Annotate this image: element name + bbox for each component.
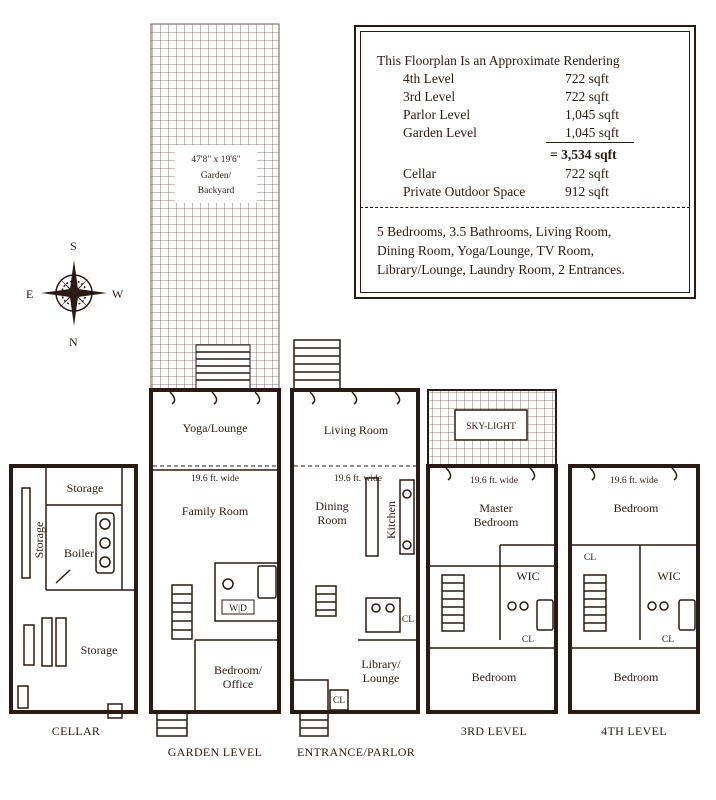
garden-backyard: [151, 24, 279, 390]
cellar-label: Cellar: [403, 166, 436, 181]
level-label-garden: GARDEN LEVEL: [167, 745, 263, 759]
parlor-cl-label-2: CL: [332, 696, 346, 706]
parlor-level-label: Parlor Level: [403, 107, 471, 122]
fourth-width-label: 19.6 ft. wide: [609, 476, 659, 486]
skylight-label: SKY-LIGHT: [466, 422, 516, 432]
level-label-fourth: 4TH LEVEL: [601, 724, 667, 738]
total-value: = 3,534 sqft: [550, 147, 617, 162]
parlor-dining-label-2: Room: [317, 513, 347, 527]
garden-yoga-label: Yoga/Lounge: [182, 421, 248, 435]
summary-divider: [360, 207, 690, 208]
cellar-boiler: Boiler: [64, 546, 94, 560]
fourth-level-plan: [570, 466, 698, 712]
garden-wd-label: W|D: [229, 604, 247, 614]
garden-family-label: Family Room: [181, 504, 249, 518]
third-bedroom-label: Bedroom: [471, 670, 517, 684]
third-width-label: 19.6 ft. wide: [469, 476, 519, 486]
summary-heading: This Floorplan Is an Approximate Rendering: [377, 53, 620, 68]
cellar-storage-bottom: Storage: [80, 643, 118, 657]
level-label-parlor: ENTRANCE/PARLOR: [296, 745, 416, 759]
features-line-3: Library/Lounge, Laundry Room, 2 Entrances.: [377, 262, 625, 277]
compass-w: W: [112, 287, 124, 301]
compass-rose: [26, 239, 124, 349]
third-level-plan: [428, 390, 556, 712]
compass-n: N: [69, 335, 78, 349]
outdoor-label: Private Outdoor Space: [403, 184, 526, 199]
level-label-cellar: CELLAR: [51, 724, 101, 738]
garden-width-label: 19.6 ft. wide: [190, 474, 240, 484]
fourth-cl-label-1: CL: [583, 553, 597, 563]
parlor-kitchen-label: Kitchen: [384, 501, 398, 539]
compass-e: E: [26, 287, 34, 301]
third-master-label-2: Bedroom: [473, 515, 519, 529]
garden-label-2: Backyard: [197, 186, 235, 196]
parlor-width-label: 19.6 ft. wide: [333, 474, 383, 484]
garden-level-label: Garden Level: [403, 125, 477, 140]
garden-level-value: 1,045 sqft: [565, 125, 619, 140]
parlor-dining-label-1: Dining: [315, 499, 349, 513]
parlor-cl-label-1: CL: [401, 615, 415, 625]
cellar-storage-side: Storage: [32, 521, 46, 559]
level-4-value: 722 sqft: [565, 71, 609, 86]
garden-bedroom-label-1: Bedroom/: [214, 663, 262, 677]
summary-box: [354, 25, 696, 299]
garden-dims: 47'8" x 19'6": [191, 155, 241, 165]
features-line-1: 5 Bedrooms, 3.5 Bathrooms, Living Room,: [377, 224, 612, 239]
parlor-library-label-2: Lounge: [362, 671, 400, 685]
fourth-cl-label-2: CL: [661, 635, 675, 645]
features-line-2: Dining Room, Yoga/Lounge, TV Room,: [377, 243, 595, 258]
garden-label-1: Garden/: [200, 171, 232, 181]
total-rule: [546, 142, 634, 143]
third-master-label-1: Master: [479, 501, 513, 515]
parlor-level-value: 1,045 sqft: [565, 107, 619, 122]
cellar-storage-top: Storage: [66, 481, 104, 495]
parlor-library-label-1: Library/: [361, 657, 401, 671]
cellar-value: 722 sqft: [565, 166, 609, 181]
parlor-level-plan: [292, 340, 418, 736]
level-label-third: 3RD LEVEL: [460, 724, 528, 738]
cellar-plan: [11, 466, 136, 718]
fourth-wic-label: WIC: [657, 569, 681, 583]
fourth-bedroom-top-label: Bedroom: [613, 501, 659, 515]
parlor-living-label: Living Room: [323, 423, 389, 437]
garden-bedroom-label-2: Office: [222, 677, 254, 691]
compass-s: S: [70, 239, 77, 253]
third-cl-label: CL: [521, 635, 535, 645]
outdoor-value: 912 sqft: [565, 184, 609, 199]
level-4-label: 4th Level: [403, 71, 455, 86]
level-3-value: 722 sqft: [565, 89, 609, 104]
level-3-label: 3rd Level: [403, 89, 456, 104]
third-wic-label: WIC: [516, 569, 540, 583]
fourth-bedroom-bottom-label: Bedroom: [613, 670, 659, 684]
garden-level-plan: [151, 390, 279, 736]
